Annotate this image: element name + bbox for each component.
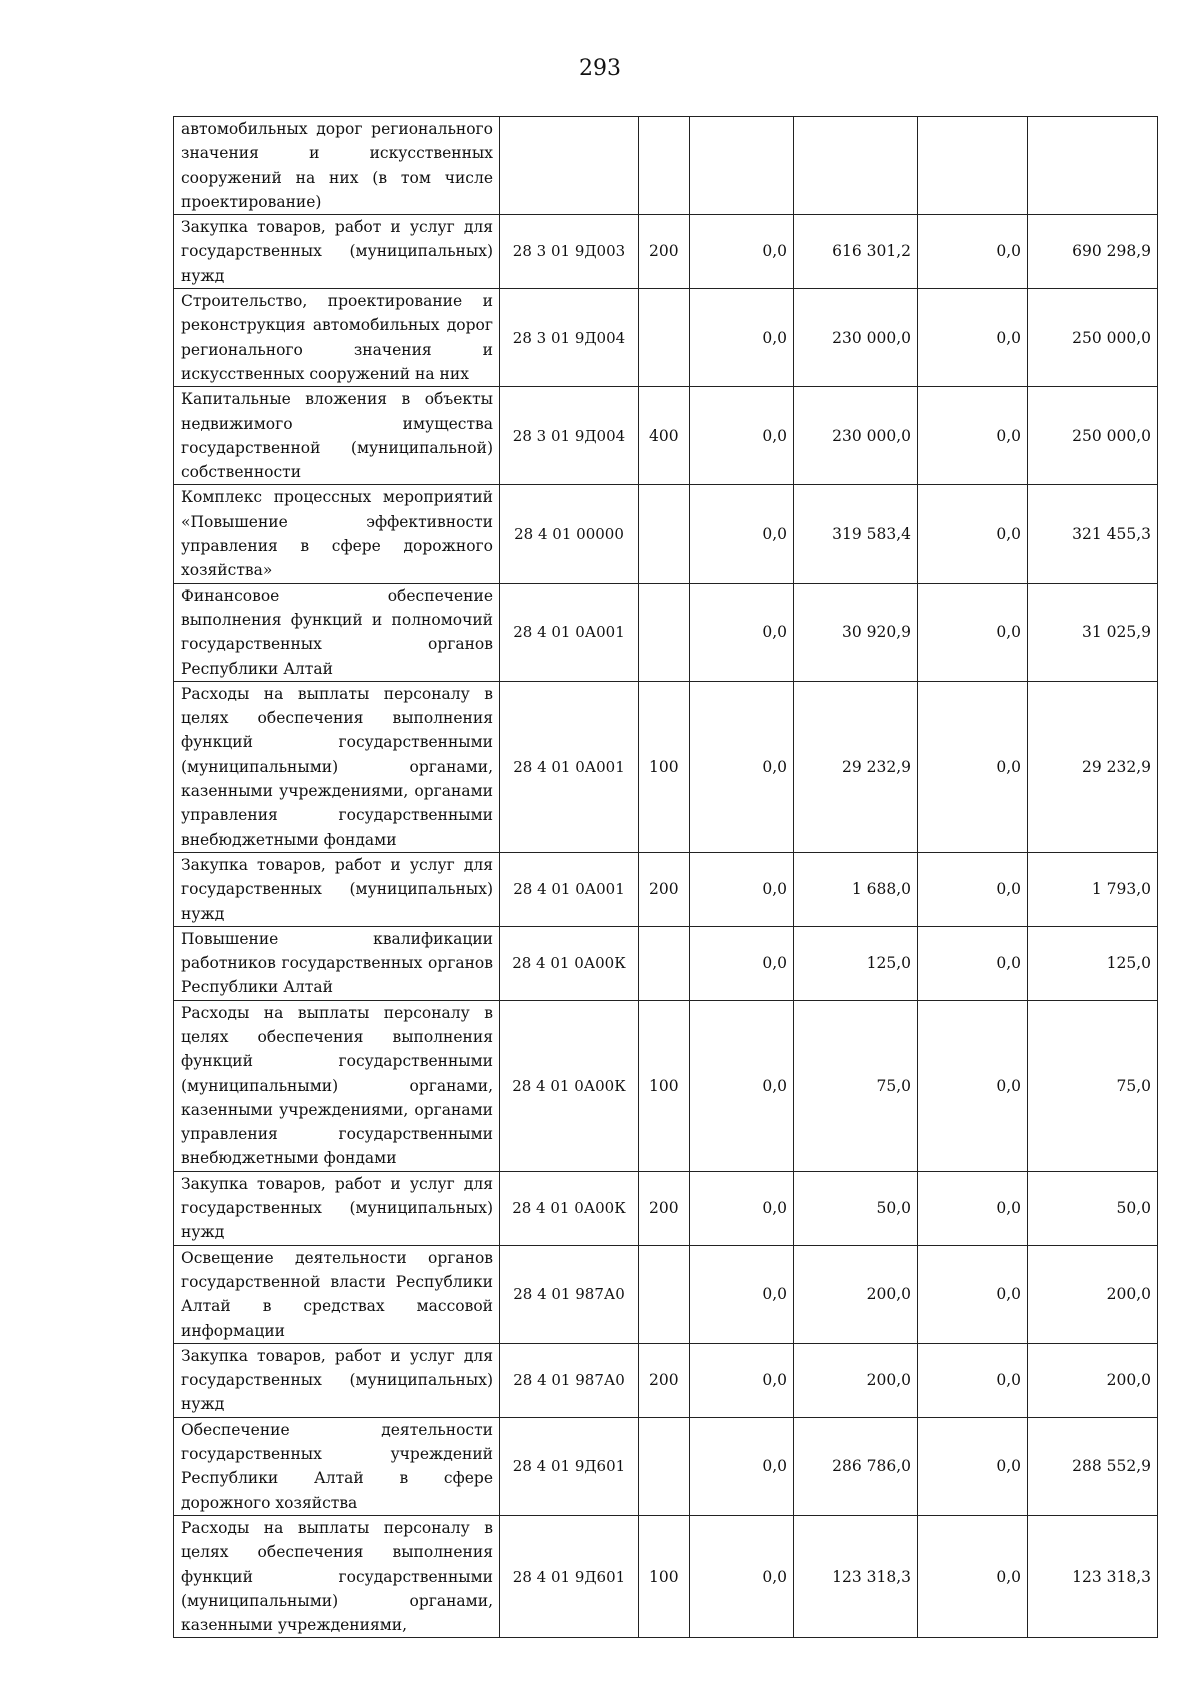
item-name: Закупка товаров, работ и услуг для государственных (муниципальных) нужд <box>174 1343 500 1417</box>
amount-col-1: 0,0 <box>690 1000 794 1171</box>
item-name: Освещение деятельности органов государственной власти Республики Алтай в средствах массовой информации <box>174 1245 500 1343</box>
amount-col-4: 123 318,3 <box>1028 1515 1158 1637</box>
expense-type-code <box>639 485 690 583</box>
amount-col-2: 230 000,0 <box>794 289 918 387</box>
amount-col-1: 0,0 <box>690 681 794 852</box>
amount-col-4: 200,0 <box>1028 1343 1158 1417</box>
target-article-code: 28 3 01 9Д003 <box>500 215 639 289</box>
target-article-code: 28 4 01 0А00К <box>500 1000 639 1171</box>
amount-col-4: 690 298,9 <box>1028 215 1158 289</box>
amount-col-1: 0,0 <box>690 215 794 289</box>
item-name: Закупка товаров, работ и услуг для государственных (муниципальных) нужд <box>174 852 500 926</box>
table-row <box>174 1417 1158 1515</box>
amount-col-2: 1 688,0 <box>794 852 918 926</box>
expense-type-code: 200 <box>639 215 690 289</box>
amount-col-4: 31 025,9 <box>1028 583 1158 681</box>
table-row <box>174 1000 1158 1171</box>
item-name: автомобильных дорог регионального значения и искусственных сооружений на них (в том числе проектирование) <box>174 117 500 215</box>
target-article-code: 28 4 01 0А00К <box>500 926 639 1000</box>
target-article-code: 28 4 01 0А001 <box>500 852 639 926</box>
item-name: Закупка товаров, работ и услуг для государственных (муниципальных) нужд <box>174 215 500 289</box>
amount-col-3: 0,0 <box>918 485 1028 583</box>
amount-col-3: 0,0 <box>918 387 1028 485</box>
amount-col-3: 0,0 <box>918 1245 1028 1343</box>
amount-col-1: 0,0 <box>690 926 794 1000</box>
table-row <box>174 485 1158 583</box>
amount-col-1: 0,0 <box>690 1171 794 1245</box>
amount-col-1: 0,0 <box>690 289 794 387</box>
amount-col-2: 319 583,4 <box>794 485 918 583</box>
amount-col-3: 0,0 <box>918 852 1028 926</box>
item-name: Расходы на выплаты персоналу в целях обеспечения выполнения функций государственными (муниципальными) органами, казенными учреждениями, <box>174 1515 500 1637</box>
amount-col-3: 0,0 <box>918 1171 1028 1245</box>
expense-type-code: 200 <box>639 1343 690 1417</box>
item-name: Расходы на выплаты персоналу в целях обеспечения выполнения функций государственными (муниципальными) органами, казенными учреждениями, органами управления государственными внебюджетными фондами <box>174 681 500 852</box>
table-row <box>174 289 1158 387</box>
amount-col-2 <box>794 117 918 215</box>
item-name: Расходы на выплаты персоналу в целях обеспечения выполнения функций государственными (муниципальными) органами, казенными учреждениями, органами управления государственными внебюджетными фондами <box>174 1000 500 1171</box>
target-article-code: 28 4 01 9Д601 <box>500 1515 639 1637</box>
item-name: Финансовое обеспечение выполнения функций и полномочий государственных органов Республики Алтай <box>174 583 500 681</box>
target-article-code: 28 4 01 987А0 <box>500 1343 639 1417</box>
amount-col-1: 0,0 <box>690 583 794 681</box>
table-row <box>174 387 1158 485</box>
amount-col-3: 0,0 <box>918 215 1028 289</box>
amount-col-1: 0,0 <box>690 852 794 926</box>
item-name: Обеспечение деятельности государственных учреждений Республики Алтай в сфере дорожного хозяйства <box>174 1417 500 1515</box>
amount-col-2: 200,0 <box>794 1343 918 1417</box>
amount-col-4: 250 000,0 <box>1028 387 1158 485</box>
item-name: Капитальные вложения в объекты недвижимого имущества государственной (муниципальной) собственности <box>174 387 500 485</box>
expense-type-code: 100 <box>639 681 690 852</box>
amount-col-3: 0,0 <box>918 681 1028 852</box>
amount-col-3: 0,0 <box>918 926 1028 1000</box>
table-row <box>174 1245 1158 1343</box>
amount-col-2: 616 301,2 <box>794 215 918 289</box>
amount-col-1: 0,0 <box>690 1245 794 1343</box>
target-article-code: 28 4 01 987А0 <box>500 1245 639 1343</box>
amount-col-2: 50,0 <box>794 1171 918 1245</box>
table-row <box>174 1515 1158 1637</box>
amount-col-1 <box>690 117 794 215</box>
amount-col-1: 0,0 <box>690 1417 794 1515</box>
amount-col-2: 30 920,9 <box>794 583 918 681</box>
target-article-code: 28 4 01 0А001 <box>500 681 639 852</box>
expense-type-code: 400 <box>639 387 690 485</box>
amount-col-4: 75,0 <box>1028 1000 1158 1171</box>
table-row <box>174 926 1158 1000</box>
amount-col-4: 321 455,3 <box>1028 485 1158 583</box>
expense-type-code: 100 <box>639 1000 690 1171</box>
item-name: Закупка товаров, работ и услуг для государственных (муниципальных) нужд <box>174 1171 500 1245</box>
target-article-code <box>500 117 639 215</box>
amount-col-3 <box>918 117 1028 215</box>
target-article-code: 28 3 01 9Д004 <box>500 289 639 387</box>
table-row <box>174 1343 1158 1417</box>
expense-type-code: 200 <box>639 1171 690 1245</box>
amount-col-4: 288 552,9 <box>1028 1417 1158 1515</box>
table-row <box>174 1171 1158 1245</box>
item-name: Повышение квалификации работников государственных органов Республики Алтай <box>174 926 500 1000</box>
target-article-code: 28 4 01 0А001 <box>500 583 639 681</box>
amount-col-2: 230 000,0 <box>794 387 918 485</box>
budget-table <box>173 116 1158 1638</box>
amount-col-2: 125,0 <box>794 926 918 1000</box>
item-name: Строительство, проектирование и реконструкция автомобильных дорог регионального значения и искусственных сооружений на них <box>174 289 500 387</box>
amount-col-2: 200,0 <box>794 1245 918 1343</box>
target-article-code: 28 4 01 9Д601 <box>500 1417 639 1515</box>
amount-col-4: 1 793,0 <box>1028 852 1158 926</box>
amount-col-2: 75,0 <box>794 1000 918 1171</box>
table-row <box>174 681 1158 852</box>
target-article-code: 28 4 01 00000 <box>500 485 639 583</box>
amount-col-4: 125,0 <box>1028 926 1158 1000</box>
target-article-code: 28 4 01 0А00К <box>500 1171 639 1245</box>
table-row <box>174 215 1158 289</box>
amount-col-3: 0,0 <box>918 1417 1028 1515</box>
amount-col-2: 123 318,3 <box>794 1515 918 1637</box>
amount-col-2: 286 786,0 <box>794 1417 918 1515</box>
amount-col-2: 29 232,9 <box>794 681 918 852</box>
expense-type-code <box>639 1245 690 1343</box>
amount-col-4: 200,0 <box>1028 1245 1158 1343</box>
amount-col-3: 0,0 <box>918 1515 1028 1637</box>
amount-col-4 <box>1028 117 1158 215</box>
amount-col-3: 0,0 <box>918 1000 1028 1171</box>
amount-col-4: 29 232,9 <box>1028 681 1158 852</box>
expense-type-code <box>639 289 690 387</box>
amount-col-1: 0,0 <box>690 485 794 583</box>
table-row <box>174 852 1158 926</box>
amount-col-3: 0,0 <box>918 289 1028 387</box>
table-row <box>174 583 1158 681</box>
amount-col-1: 0,0 <box>690 1515 794 1637</box>
amount-col-1: 0,0 <box>690 387 794 485</box>
target-article-code: 28 3 01 9Д004 <box>500 387 639 485</box>
expense-type-code <box>639 117 690 215</box>
amount-col-1: 0,0 <box>690 1343 794 1417</box>
amount-col-3: 0,0 <box>918 583 1028 681</box>
expense-type-code <box>639 1417 690 1515</box>
table-row <box>174 117 1158 215</box>
page-number: 293 <box>579 56 621 81</box>
amount-col-4: 250 000,0 <box>1028 289 1158 387</box>
expense-type-code <box>639 926 690 1000</box>
expense-type-code: 100 <box>639 1515 690 1637</box>
expense-type-code: 200 <box>639 852 690 926</box>
item-name: Комплекс процессных мероприятий «Повышение эффективности управления в сфере дорожного хозяйства» <box>174 485 500 583</box>
expense-type-code <box>639 583 690 681</box>
amount-col-4: 50,0 <box>1028 1171 1158 1245</box>
amount-col-3: 0,0 <box>918 1343 1028 1417</box>
